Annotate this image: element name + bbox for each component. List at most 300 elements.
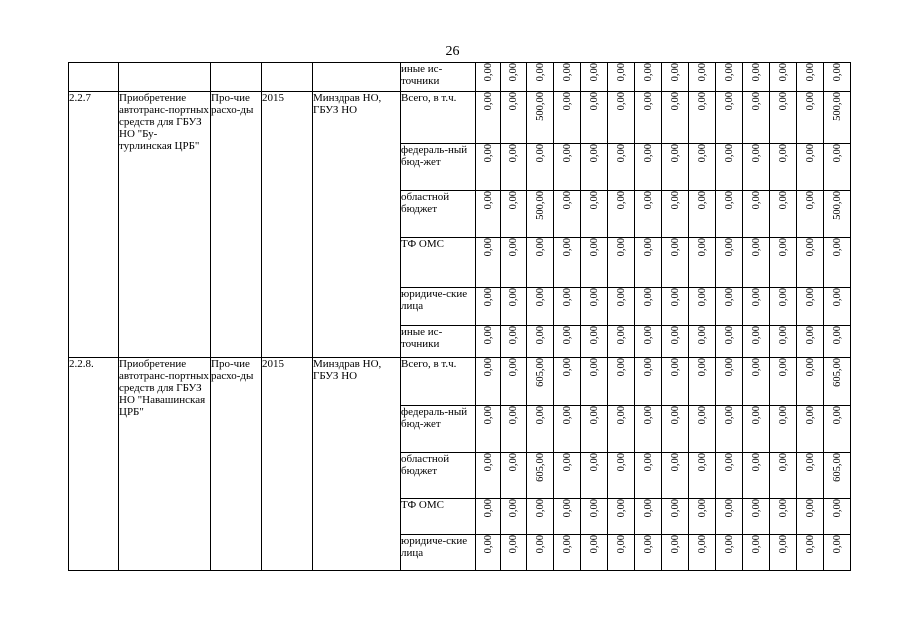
value-text: 0,00 (642, 358, 654, 377)
value-cell (689, 63, 716, 92)
value-cell (797, 406, 824, 453)
table-row (69, 63, 851, 92)
value-text: 0,00 (615, 535, 627, 554)
item-code: 2.2.7 (69, 92, 119, 358)
value-cell (608, 535, 635, 571)
value-cell (743, 358, 770, 406)
value-cell (662, 453, 689, 499)
value-cell (527, 288, 554, 326)
value-text: 0,00 (482, 144, 494, 163)
value-cell (716, 238, 743, 288)
value-cell (581, 288, 608, 326)
value-text: 0,00 (508, 453, 519, 472)
value-cell (770, 406, 797, 453)
value-cell (635, 535, 662, 571)
value-cell (770, 191, 797, 238)
funding-source: иные ис-точники (401, 326, 476, 358)
value-cell (635, 288, 662, 326)
value-cell (581, 144, 608, 191)
value-text: 0,00 (696, 92, 708, 111)
value-text: 0,00 (696, 238, 708, 257)
value-cell (824, 499, 851, 535)
value-cell (608, 326, 635, 358)
value-cell (581, 535, 608, 571)
value-cell (743, 238, 770, 288)
value-cell (608, 453, 635, 499)
value-text: 0,00 (723, 499, 735, 518)
value-text: 0,00 (831, 406, 843, 425)
value-text: 0,00 (482, 358, 494, 377)
value-text: 0,00 (777, 288, 789, 307)
value-cell (527, 499, 554, 535)
value-text: 0,00 (561, 326, 573, 345)
value-cell (554, 326, 581, 358)
value-cell (689, 453, 716, 499)
value-cell (716, 535, 743, 571)
value-cell (689, 238, 716, 288)
value-cell (716, 358, 743, 406)
value-text: 0,00 (696, 63, 708, 82)
value-text: 0,00 (723, 238, 735, 257)
value-cell (581, 63, 608, 92)
value-cell (770, 238, 797, 288)
value-text: 0,00 (561, 144, 573, 163)
value-text: 0,00 (723, 191, 735, 210)
value-text: 0,00 (615, 191, 627, 210)
value-text: 0,00 (723, 535, 735, 554)
value-text: 0,00 (561, 406, 573, 425)
value-cell (662, 238, 689, 288)
value-text: 0,00 (561, 92, 573, 111)
value-text: 0,00 (669, 191, 681, 210)
value-cell (501, 288, 527, 326)
value-cell (501, 326, 527, 358)
funding-source: областной бюджет (401, 453, 476, 499)
value-cell (662, 535, 689, 571)
value-cell (824, 326, 851, 358)
value-text: 0,00 (534, 326, 546, 345)
value-text: 0,00 (750, 535, 762, 554)
value-text: 0,00 (588, 535, 600, 554)
value-text: 0,00 (642, 144, 654, 163)
value-text: 605,00 (534, 358, 546, 387)
funding-source: Всего, в т.ч. (401, 92, 476, 144)
value-cell (824, 406, 851, 453)
value-cell (476, 535, 501, 571)
value-text: 0,00 (696, 288, 708, 307)
value-cell (662, 499, 689, 535)
value-cell (635, 326, 662, 358)
value-cell (743, 535, 770, 571)
value-text: 0,00 (723, 358, 735, 377)
value-text: 0,00 (642, 499, 654, 518)
value-cell (581, 191, 608, 238)
value-text: 0,00 (588, 144, 600, 163)
value-cell (527, 238, 554, 288)
value-text: 0,00 (750, 63, 762, 82)
value-text: 0,00 (696, 499, 708, 518)
value-text: 0,00 (750, 406, 762, 425)
value-cell (824, 92, 851, 144)
value-cell (824, 288, 851, 326)
funding-source: федераль-ный бюд-жет (401, 144, 476, 191)
value-text: 0,00 (804, 326, 816, 345)
value-text: 0,00 (777, 144, 789, 163)
value-cell (501, 92, 527, 144)
value-text: 0,00 (723, 326, 735, 345)
value-cell (581, 358, 608, 406)
value-cell (770, 499, 797, 535)
value-text: 0,00 (588, 92, 600, 111)
empty-cell (211, 63, 262, 92)
value-cell (743, 288, 770, 326)
value-cell (608, 358, 635, 406)
value-cell (476, 238, 501, 288)
value-cell (716, 92, 743, 144)
value-text: 0,00 (615, 63, 627, 82)
value-cell (554, 453, 581, 499)
value-cell (635, 453, 662, 499)
value-text: 0,00 (669, 92, 681, 111)
value-cell (635, 238, 662, 288)
value-text: 605,00 (534, 453, 546, 482)
value-text: 0,00 (615, 288, 627, 307)
item-executor: Минздрав НО, ГБУЗ НО (313, 92, 401, 358)
value-text: 0,00 (508, 92, 519, 111)
value-text: 0,00 (750, 499, 762, 518)
value-cell (581, 499, 608, 535)
value-text: 0,00 (777, 358, 789, 377)
value-text: 0,00 (804, 358, 816, 377)
value-cell (581, 92, 608, 144)
value-text: 0,00 (669, 453, 681, 472)
item-year: 2015 (262, 358, 313, 571)
value-cell (581, 238, 608, 288)
value-text: 0,00 (508, 144, 519, 163)
table-row (69, 92, 851, 144)
value-cell (743, 453, 770, 499)
value-text: 0,00 (561, 358, 573, 377)
value-cell (527, 406, 554, 453)
value-text: 0,00 (642, 535, 654, 554)
value-text: 0,00 (508, 535, 519, 554)
value-cell (608, 92, 635, 144)
value-text: 0,00 (804, 92, 816, 111)
value-text: 0,00 (696, 453, 708, 472)
value-cell (527, 63, 554, 92)
value-text: 0,00 (482, 499, 494, 518)
value-cell (797, 191, 824, 238)
value-text: 0,00 (561, 288, 573, 307)
value-cell (770, 358, 797, 406)
value-cell (476, 453, 501, 499)
value-cell (527, 535, 554, 571)
empty-cell (313, 63, 401, 92)
value-text: 0,00 (750, 326, 762, 345)
value-text: 0,00 (642, 453, 654, 472)
value-text: 0,00 (777, 63, 789, 82)
value-cell (716, 191, 743, 238)
value-text: 0,00 (696, 144, 708, 163)
page-number: 26 (445, 44, 460, 59)
value-text: 0,00 (669, 535, 681, 554)
value-text: 0,00 (534, 288, 546, 307)
item-name: Приобретение автотранс-портных средств для ГБУЗ НО "Бу-турлинская ЦРБ" (119, 92, 211, 358)
value-cell (797, 92, 824, 144)
value-cell (824, 191, 851, 238)
value-text: 0,00 (534, 406, 546, 425)
value-text: 0,00 (750, 144, 762, 163)
funding-source: иные ис- точники (401, 63, 476, 92)
value-text: 0,00 (669, 288, 681, 307)
value-cell (797, 63, 824, 92)
value-text: 0,00 (831, 63, 843, 82)
value-cell (770, 288, 797, 326)
value-cell (501, 499, 527, 535)
empty-cell (69, 63, 119, 92)
value-cell (608, 406, 635, 453)
value-cell (797, 144, 824, 191)
value-cell (554, 288, 581, 326)
value-text: 0,00 (588, 499, 600, 518)
value-cell (743, 499, 770, 535)
value-text: 0,00 (723, 92, 735, 111)
value-cell (797, 535, 824, 571)
value-cell (476, 288, 501, 326)
value-cell (608, 144, 635, 191)
value-cell (716, 288, 743, 326)
value-text: 0,00 (696, 358, 708, 377)
value-cell (716, 63, 743, 92)
item-executor: Минздрав НО, ГБУЗ НО (313, 358, 401, 571)
value-cell (501, 406, 527, 453)
value-cell (635, 144, 662, 191)
value-text: 0,00 (831, 288, 843, 307)
value-cell (716, 144, 743, 191)
value-cell (689, 358, 716, 406)
value-text: 0,00 (508, 406, 519, 425)
value-text: 0,00 (696, 406, 708, 425)
value-cell (770, 144, 797, 191)
value-cell (770, 453, 797, 499)
value-text: 0,00 (696, 535, 708, 554)
value-text: 0,00 (615, 144, 627, 163)
funding-source: Всего, в т.ч. (401, 358, 476, 406)
value-text: 605,00 (831, 453, 843, 482)
value-text: 0,00 (669, 63, 681, 82)
value-text: 0,00 (750, 288, 762, 307)
value-text: 0,00 (534, 63, 546, 82)
value-cell (635, 358, 662, 406)
value-text: 0,00 (561, 63, 573, 82)
value-cell (527, 453, 554, 499)
value-text: 0,00 (508, 358, 519, 377)
value-cell (527, 358, 554, 406)
value-cell (476, 499, 501, 535)
value-text: 0,00 (669, 326, 681, 345)
value-text: 0,00 (831, 144, 843, 163)
value-cell (581, 406, 608, 453)
value-cell (689, 92, 716, 144)
value-text: 0,00 (482, 406, 494, 425)
value-cell (476, 358, 501, 406)
value-text: 0,00 (777, 406, 789, 425)
value-text: 0,00 (804, 453, 816, 472)
value-cell (501, 144, 527, 191)
value-text: 0,00 (750, 453, 762, 472)
value-cell (662, 144, 689, 191)
value-text: 0,00 (482, 453, 494, 472)
value-cell (635, 92, 662, 144)
funding-source: областной бюджет (401, 191, 476, 238)
value-text: 0,00 (642, 238, 654, 257)
value-text: 0,00 (642, 92, 654, 111)
value-cell (770, 92, 797, 144)
value-cell (716, 453, 743, 499)
value-cell (743, 92, 770, 144)
value-cell (689, 191, 716, 238)
value-cell (797, 238, 824, 288)
value-cell (716, 406, 743, 453)
value-text: 0,00 (482, 288, 494, 307)
value-text: 0,00 (615, 326, 627, 345)
value-text: 0,00 (804, 406, 816, 425)
value-cell (662, 191, 689, 238)
value-cell (554, 535, 581, 571)
value-text: 0,00 (482, 92, 494, 111)
empty-cell (119, 63, 211, 92)
value-cell (824, 238, 851, 288)
funding-source: юридиче-ские лица (401, 535, 476, 571)
value-text: 0,00 (831, 535, 843, 554)
value-text: 0,00 (723, 63, 735, 82)
value-text: 0,00 (831, 238, 843, 257)
value-text: 0,00 (777, 238, 789, 257)
value-cell (824, 535, 851, 571)
value-cell (689, 144, 716, 191)
value-cell (501, 453, 527, 499)
value-text: 0,00 (561, 238, 573, 257)
value-cell (689, 499, 716, 535)
value-cell (554, 358, 581, 406)
value-cell (689, 326, 716, 358)
value-text: 0,00 (588, 191, 600, 210)
value-cell (797, 499, 824, 535)
value-cell (689, 406, 716, 453)
value-cell (716, 499, 743, 535)
value-cell (743, 326, 770, 358)
value-cell (581, 453, 608, 499)
value-cell (527, 326, 554, 358)
value-text: 0,00 (777, 326, 789, 345)
value-text: 0,00 (669, 358, 681, 377)
value-cell (824, 144, 851, 191)
value-cell (635, 191, 662, 238)
value-text: 0,00 (482, 191, 494, 210)
value-text: 0,00 (534, 535, 546, 554)
value-text: 0,00 (508, 238, 519, 257)
value-text: 0,00 (750, 358, 762, 377)
item-name: Приобретение автотранс-портных средств для ГБУЗ НО "Навашинская ЦРБ" (119, 358, 211, 571)
value-cell (476, 144, 501, 191)
value-text: 0,00 (723, 288, 735, 307)
value-cell (554, 92, 581, 144)
value-cell (608, 288, 635, 326)
value-text: 0,00 (642, 191, 654, 210)
value-text: 0,00 (561, 499, 573, 518)
value-cell (554, 406, 581, 453)
value-cell (608, 191, 635, 238)
funding-source: федераль-ный бюд-жет (401, 406, 476, 453)
value-text: 0,00 (508, 499, 519, 518)
value-text: 0,00 (804, 63, 816, 82)
value-text: 0,00 (777, 453, 789, 472)
value-text: 0,00 (588, 453, 600, 472)
value-text: 0,00 (588, 238, 600, 257)
value-cell (501, 358, 527, 406)
value-text: 0,00 (750, 238, 762, 257)
value-text: 500,00 (831, 191, 843, 220)
value-text: 0,00 (777, 535, 789, 554)
value-text: 0,00 (831, 326, 843, 345)
expense-type: Про-чие расхо-ды (211, 358, 262, 571)
value-text: 0,00 (804, 535, 816, 554)
value-text: 0,00 (750, 191, 762, 210)
value-text: 0,00 (482, 535, 494, 554)
value-text: 0,00 (588, 288, 600, 307)
value-text: 500,00 (534, 191, 546, 220)
value-cell (662, 326, 689, 358)
value-cell (662, 288, 689, 326)
value-text: 0,00 (669, 238, 681, 257)
value-text: 0,00 (804, 499, 816, 518)
value-text: 0,00 (561, 453, 573, 472)
value-cell (581, 326, 608, 358)
value-text: 0,00 (482, 63, 494, 82)
value-cell (662, 63, 689, 92)
value-cell (476, 92, 501, 144)
value-text: 0,00 (669, 406, 681, 425)
value-text: 0,00 (508, 326, 519, 345)
value-text: 0,00 (508, 191, 519, 210)
value-text: 0,00 (482, 326, 494, 345)
value-text: 0,00 (588, 326, 600, 345)
value-text: 0,00 (642, 288, 654, 307)
item-year: 2015 (262, 92, 313, 358)
value-cell (527, 92, 554, 144)
value-cell (662, 92, 689, 144)
funding-source: ТФ ОМС (401, 238, 476, 288)
value-cell (554, 63, 581, 92)
value-cell (476, 63, 501, 92)
value-cell (797, 326, 824, 358)
value-text: 0,00 (804, 191, 816, 210)
value-cell (716, 326, 743, 358)
value-text: 0,00 (588, 63, 600, 82)
value-text: 0,00 (534, 238, 546, 257)
value-cell (824, 453, 851, 499)
value-text: 0,00 (642, 326, 654, 345)
value-cell (770, 535, 797, 571)
value-cell (608, 499, 635, 535)
value-cell (689, 535, 716, 571)
value-cell (554, 238, 581, 288)
value-cell (770, 63, 797, 92)
value-text: 0,00 (804, 144, 816, 163)
value-text: 605,00 (831, 358, 843, 387)
value-cell (824, 63, 851, 92)
value-text: 0,00 (750, 92, 762, 111)
